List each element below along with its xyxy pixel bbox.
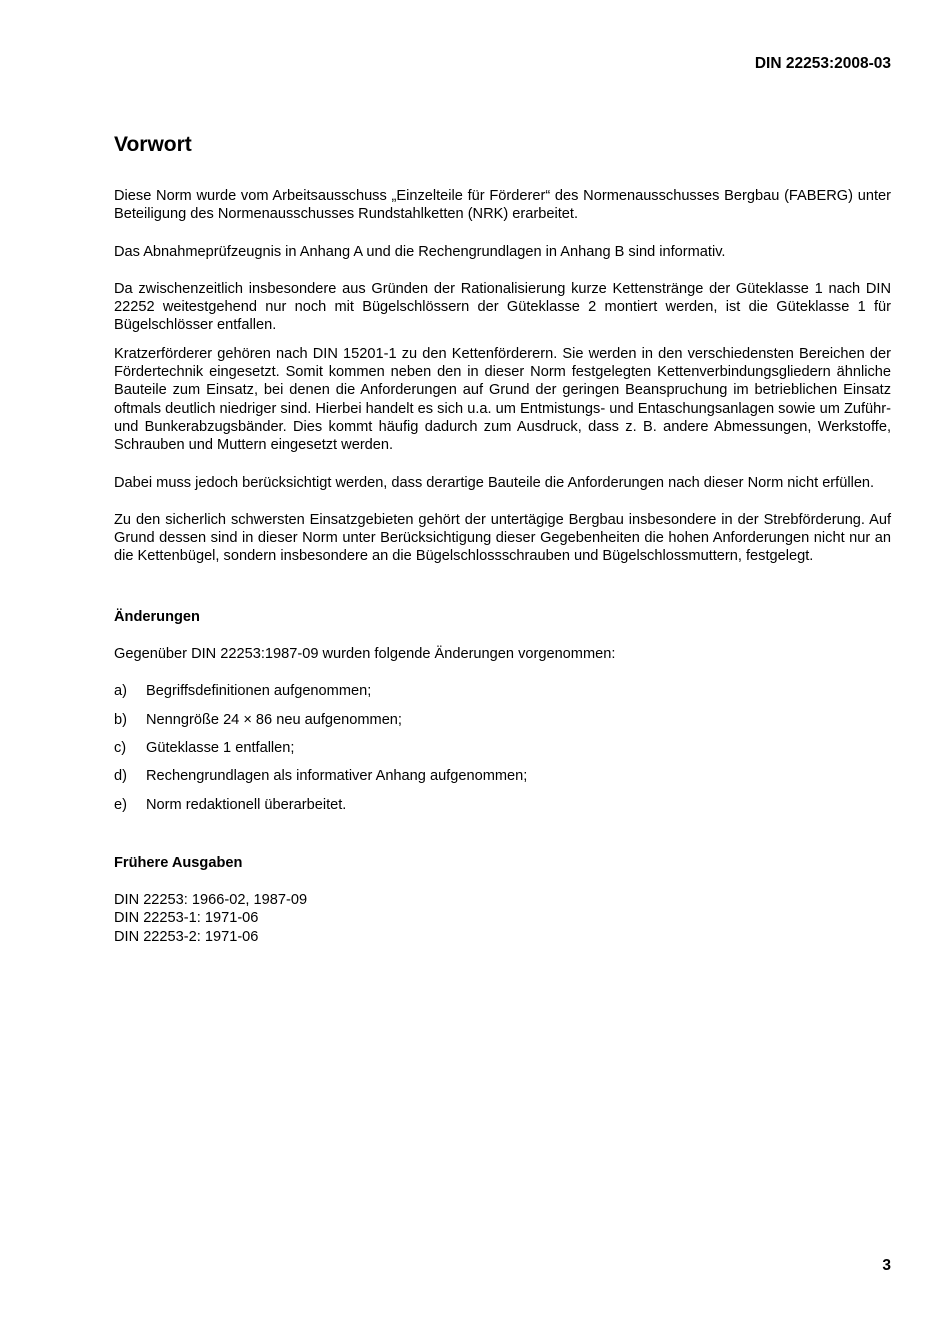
list-item-text: Nenngröße 24 × 86 neu aufgenommen; [146,711,402,728]
list-item [114,682,891,700]
edition-line: DIN 22253: 1966-02, 1987-09 [114,892,308,909]
list-item-text: Rechengrundlagen als informativer Anhang aufgenommen; [146,768,528,785]
paragraph: Diese Norm wurde vom Arbeitsausschuss „Einzelteile für Förderer“ des Normenausschusses Bergbau (FABERG) unter Beteiligung des Normenausschusses Rundstahlketten (NRK) erarbeitet. [114,188,891,223]
document-id: DIN 22253:2008-03 [754,55,891,72]
paragraph: Das Abnahmeprüfzeugnis in Anhang A und die Rechengrundlagen in Anhang B sind informativ. [114,243,726,260]
changes-intro: Gegenüber DIN 22253:1987-09 wurden folgende Änderungen vorgenommen: [114,646,616,663]
list-item [114,711,891,729]
list-item-label: d) [114,768,127,785]
earlier-editions-section [114,854,891,946]
paragraph: Dabei muss jedoch berücksichtigt werden, dass derartige Bauteile die Anforderungen nach dieser Norm nicht erfüllen. [114,474,875,491]
list-item [114,739,891,757]
changes-section [114,608,891,814]
paragraph: Da zwischenzeitlich insbesondere aus Gründen der Rationalisierung kurze Kettenstränge der Güteklasse 1 nach DIN 22252 weitestgehend nur noch mit Bügelschlössern der Güteklasse 2 montiert werden, ist die Güteklasse 1 für Bügelschlösser entfallen. [114,280,891,334]
edition-line: DIN 22253-1: 1971-06 [114,910,259,927]
list-item-label: e) [114,796,127,813]
list-item [114,796,891,814]
earlier-editions-list [114,891,891,946]
list-item-label: c) [114,739,127,756]
changes-list [114,682,891,813]
page-number: 3 [882,1257,891,1274]
earlier-editions-heading: Frühere Ausgaben [114,854,243,871]
list-item-label: a) [114,683,127,700]
list-item-text: Güteklasse 1 entfallen; [146,739,295,756]
page-title: Vorwort [114,133,192,156]
changes-heading: Änderungen [114,608,200,625]
edition-line: DIN 22253-2: 1971-06 [114,928,259,945]
list-item-text: Norm redaktionell überarbeitet. [146,796,347,813]
paragraph: Zu den sicherlich schwersten Einsatzgebieten gehört der untertägige Bergbau insbesondere in der Strebförderung. Auf Grund dessen sind in dieser Norm unter Berücksichtigung dieser Gegebenheiten die hohen Anforderungen nicht nur an die Kettenbügel, sondern insbesondere an die Bügelschlossschrauben und Bügelschlossmuttern, festgelegt. [114,511,891,565]
list-item-label: b) [114,711,127,728]
list-item [114,767,891,785]
paragraph: Kratzerförderer gehören nach DIN 15201-1 zu den Kettenförderern. Sie werden in den verschiedensten Bereichen der Fördertechnik eingesetzt. Somit kommen neben den in dieser Norm festgelegten Kettenverbindungsgliedern ähnliche Bauteile zum Einsatz, bei denen die Anforderungen auf Grund der geringen Beanspruchung im betrieblichen Einsatz oftmals deutlich niedriger sind. Hierbei handelt es sich u.a. um Entmistungs- und Entaschungsanlagen sowie um Zuführ- und Bunkerabzugsbänder. Dies kommt häufig dadurch zum Ausdruck, dass z. B. andere Abmessungen, Werkstoffe, Schrauben und Muttern eingesetzt werden. [114,345,891,454]
list-item-text: Begriffsdefinitionen aufgenommen; [146,683,372,700]
page-content [114,132,891,946]
